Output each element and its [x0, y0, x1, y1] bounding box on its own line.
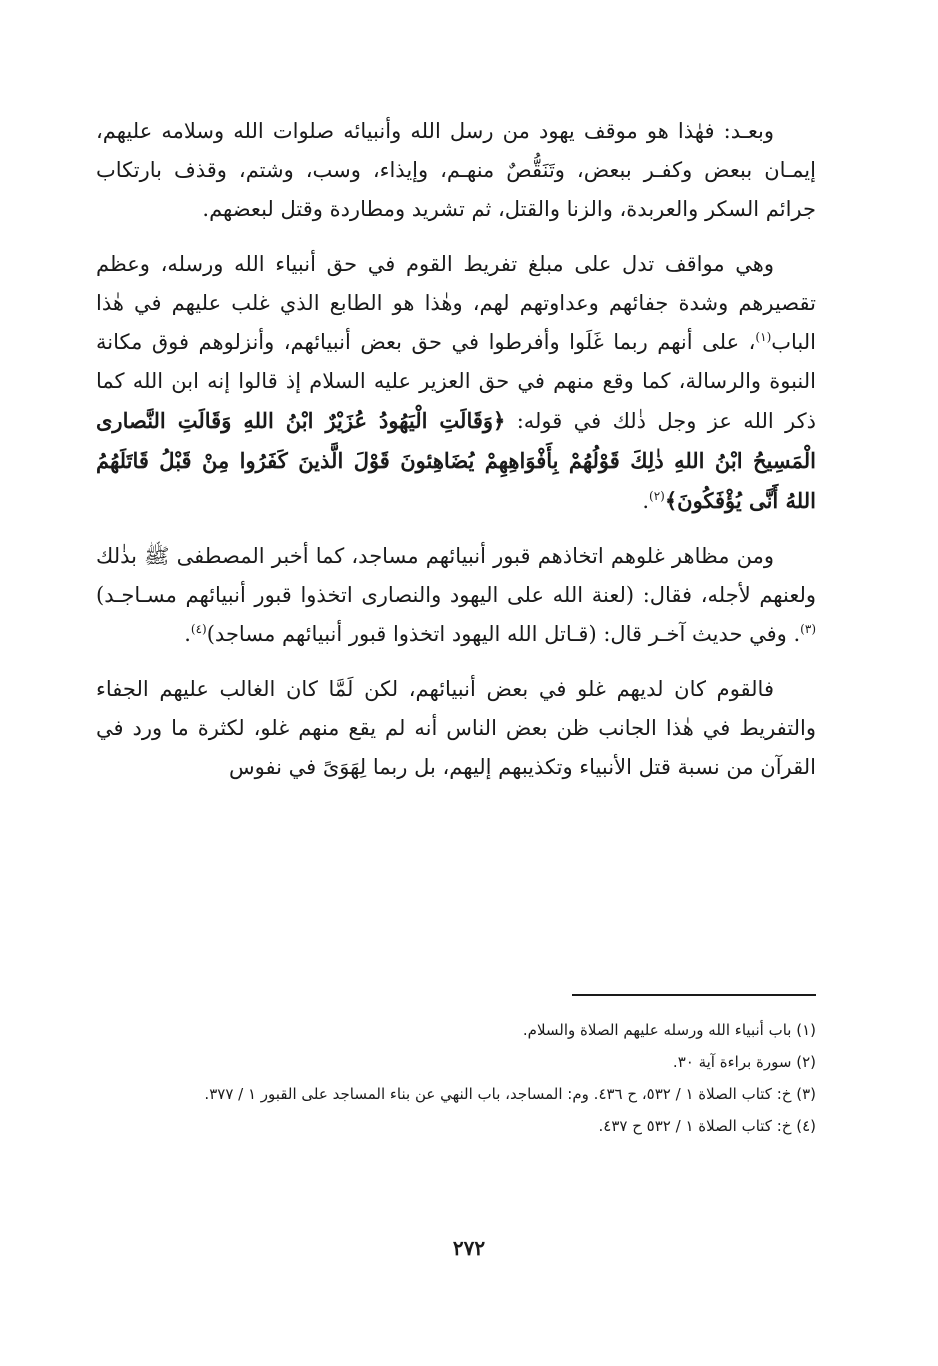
quran-verse: ﴿وَقَالَتِ الْيَهُودُ عُزَيْرٌ ابْنُ اللهِ وَقَالَتِ النَّصارى الْمَسِيحُ ابْنُ اللهِ ذٰلِكَ قَوْلُهُمْ بِأَفْوَاهِهِمْ يُضَاهِئونَ قَوْلَ الَّذينَ كَفَرُوا مِنْ قَبْلُ قَاتَلَهُمُ اللهُ أَنَّى يُؤْفَكُونَ﴾ [96, 408, 816, 513]
paragraph-3 [96, 537, 816, 654]
footnote-ref-1: (١) [755, 330, 772, 344]
paragraph-1: وبعـد: فهٰذا هو موقف يهود من رسل الله وأنبيائه صلوات الله وسلامه عليهم، إيمـان ببعض وكفـر ببعض، وتَنَقُّصٌ منهـم، وإيذاء، وسب، وشتم، وقذف بارتكاب جرائم السكر والعربدة، والزنا والقتل، ثم تشريد ومطاردة وقتل لبعضهم. [96, 119, 816, 221]
footnote-ref-2: (٢) [649, 489, 665, 503]
paragraph-2 [96, 245, 816, 521]
footnote-3: (٣) خ: كتاب الصلاة ١ / ٥٣٢، ح ٤٣٦. وم: المساجد، باب النهي عن بناء المساجد على القبور ١ / ٣٧٧. [204, 1085, 816, 1103]
footnote-4: (٤) خ: كتاب الصلاة ١ / ٥٣٢ ح ٤٣٧. [598, 1117, 816, 1135]
footnote-2: (٢) سورة براءة آية ٣٠. [672, 1053, 816, 1071]
footnote-ref-3: (٣) [800, 622, 816, 636]
paragraph-4: فالقوم كان لديهم غلو في بعض أنبيائهم، لكن لَمَّا كان الغالب عليهم الجفاء والتفريط في هٰذا الجانب ظن بعض الناس أنه لم يقع منهم غلو، لكثرة ما ورد في القرآن من نسبة قتل الأنبياء وتكذيبهم إليهم، بل ربما لِهَوَىً في نفوس [96, 677, 816, 779]
footnote-ref-4: (٤) [190, 622, 207, 636]
page-number: ٢٧٢ [452, 1236, 486, 1260]
paragraph-2-text-b: ، على أنهم ربما غَلَوا وأفرطوا في حق بعض أنبيائهم، وأنزلوهم فوق مكانة النبوة والرسالة، كما وقع منهم في حق العزير عليه السلام إذ قالوا إنه ابن الله كما ذكر الله عز وجل ذٰلك في قوله: [96, 330, 816, 433]
main-text [96, 112, 816, 803]
paragraph-3-text-a: ومن مظاهر غلوهم اتخاذهم قبور أنبيائهم مساجد، كما أخبر المصطفى ﷺ بذٰلك ولعنهم لأجله، فقال: (لعنة الله على اليهود والنصارى اتخذوا قبور أنبيائهم مسـاجـد) [96, 544, 816, 607]
paragraph-2-text-a: وهي مواقف تدل على مبلغ تفريط القوم في حق أنبياء الله ورسله، وعظم تقصيرهم وشدة جفائهم وعداوتهم لهم، وهٰذا هو الطابع الذي غلب عليهم في هٰذا الباب [96, 252, 816, 354]
footnote-divider [572, 994, 816, 996]
paragraph-3-end: . [184, 622, 191, 646]
paragraph-3-text-b: . وفي حديث آخـر قال: (قـاتل الله اليهود اتخذوا قبور أنبيائهم مساجد) [206, 622, 801, 646]
footnotes [96, 1016, 816, 1144]
paragraph-2-end: . [642, 489, 650, 513]
footnote-1: (١) باب أنبياء الله ورسله عليهم الصلاة والسلام. [522, 1021, 816, 1039]
